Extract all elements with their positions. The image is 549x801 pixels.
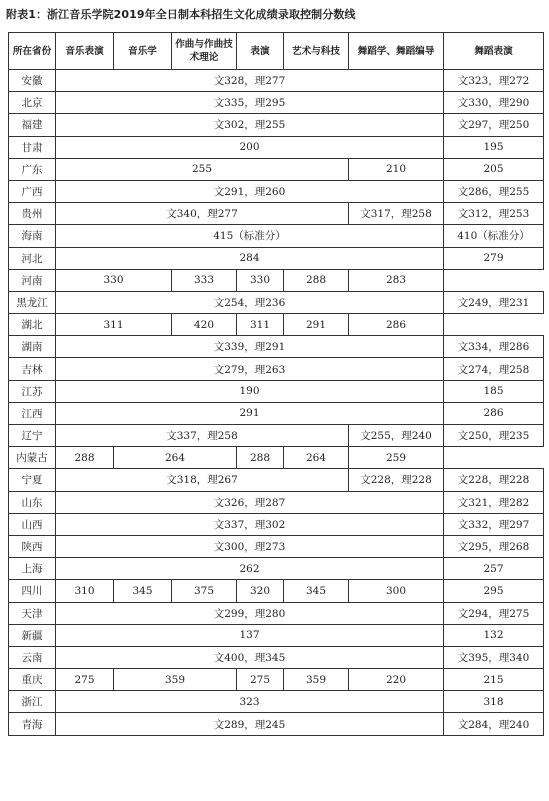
score-cell: 275: [237, 669, 284, 691]
score-cell: 205: [444, 158, 544, 180]
score-cell: 259: [349, 447, 444, 469]
score-cell: 文294，理275: [444, 602, 544, 624]
province-cell: 辽宁: [9, 425, 56, 447]
score-cell: 279: [444, 247, 544, 269]
score-cell: 文300，理273: [56, 535, 444, 557]
score-cell: 311: [237, 314, 284, 336]
province-cell: 山西: [9, 513, 56, 535]
table-row: [9, 602, 544, 624]
score-cell: 295: [444, 580, 544, 602]
score-cell: 410（标准分）: [444, 225, 544, 247]
score-cell: 286: [349, 314, 444, 336]
score-cell: 文340，理277: [56, 203, 349, 225]
score-cell: 286: [444, 402, 544, 424]
province-cell: 广东: [9, 158, 56, 180]
table-row: [9, 535, 544, 557]
header-province: 所在省份: [9, 33, 56, 70]
score-cell: 190: [56, 380, 444, 402]
score-cell: 文295，理268: [444, 535, 544, 557]
table-row: [9, 247, 544, 269]
score-cell: 文332，理297: [444, 513, 544, 535]
score-cell: 文337，理258: [56, 425, 349, 447]
province-cell: 山东: [9, 491, 56, 513]
score-cell: 文323，理272: [444, 70, 544, 92]
score-cell: 375: [172, 580, 237, 602]
score-cell: 文318，理267: [56, 469, 349, 491]
table-row: [9, 358, 544, 380]
header-dance-performance: 舞蹈表演: [444, 33, 544, 70]
province-cell: 甘肃: [9, 136, 56, 158]
province-cell: 青海: [9, 713, 56, 735]
score-cell: 264: [114, 447, 237, 469]
table-row: [9, 580, 544, 602]
header-art-technology: 艺术与科技: [284, 33, 349, 70]
score-cell: 文330，理290: [444, 92, 544, 114]
score-cell: 文255，理240: [349, 425, 444, 447]
score-cell: 264: [284, 447, 349, 469]
score-cell: 文250，理235: [444, 425, 544, 447]
score-cell: 262: [56, 558, 444, 580]
score-cell: 文228，理228: [444, 469, 544, 491]
score-cell: 137: [56, 624, 444, 646]
score-cell: 415（标准分）: [56, 225, 444, 247]
score-cell: 300: [349, 580, 444, 602]
province-cell: 湖南: [9, 336, 56, 358]
score-cell: 文395，理340: [444, 646, 544, 668]
header-composition: 作曲与作曲技术理论: [172, 33, 237, 70]
score-cell: 文312，理253: [444, 203, 544, 225]
score-cell: 文254，理236: [56, 291, 444, 313]
score-cell: 文321，理282: [444, 491, 544, 513]
score-cell: 200: [56, 136, 444, 158]
score-cell: 345: [284, 580, 349, 602]
score-cell: 359: [114, 669, 237, 691]
score-cell: 文249，理231: [444, 291, 544, 313]
score-cell: 195: [444, 136, 544, 158]
score-cell: 文274，理258: [444, 358, 544, 380]
table-row: [9, 336, 544, 358]
table-row: [9, 447, 544, 469]
score-cell: 318: [444, 691, 544, 713]
table-row: [9, 70, 544, 92]
score-cell: 284: [56, 247, 444, 269]
score-cell: 330: [237, 269, 284, 291]
score-cell: 文335，理295: [56, 92, 444, 114]
score-cell: 132: [444, 624, 544, 646]
table-row: [9, 513, 544, 535]
table-row: [9, 713, 544, 735]
table-row: [9, 624, 544, 646]
table-row: [9, 380, 544, 402]
table-row: [9, 180, 544, 202]
score-cell: 311: [56, 314, 172, 336]
score-cell: 文291，理260: [56, 180, 444, 202]
score-cell: 220: [349, 669, 444, 691]
score-cell: 288: [237, 447, 284, 469]
province-cell: 四川: [9, 580, 56, 602]
score-cell: 文279，理263: [56, 358, 444, 380]
province-cell: 黑龙江: [9, 291, 56, 313]
score-cell: 255: [56, 158, 349, 180]
score-cell: 291: [56, 402, 444, 424]
table-row: [9, 314, 544, 336]
header-performance: 表演: [237, 33, 284, 70]
score-cell: 185: [444, 380, 544, 402]
province-cell: 天津: [9, 602, 56, 624]
province-cell: 湖北: [9, 314, 56, 336]
score-cell: 283: [349, 269, 444, 291]
province-cell: 江西: [9, 402, 56, 424]
score-cell: 275: [56, 669, 114, 691]
table-row: [9, 646, 544, 668]
score-cell: 323: [56, 691, 444, 713]
province-cell: 上海: [9, 558, 56, 580]
province-cell: 广西: [9, 180, 56, 202]
score-cell: 文302，理255: [56, 114, 444, 136]
score-cell: 文339，理291: [56, 336, 444, 358]
header-row: [9, 33, 544, 70]
score-cell: 333: [172, 269, 237, 291]
score-cell: 345: [114, 580, 172, 602]
table-row: [9, 291, 544, 313]
table-row: [9, 158, 544, 180]
province-cell: 吉林: [9, 358, 56, 380]
table-row: [9, 225, 544, 247]
table-row: [9, 203, 544, 225]
score-cell: 文297，理250: [444, 114, 544, 136]
province-cell: 宁夏: [9, 469, 56, 491]
score-cell: 文334，理286: [444, 336, 544, 358]
table-row: [9, 491, 544, 513]
header-music-performance: 音乐表演: [56, 33, 114, 70]
score-cell: 文326，理287: [56, 491, 444, 513]
score-cell: 330: [56, 269, 172, 291]
table-body: [9, 70, 544, 736]
table-row: [9, 114, 544, 136]
score-cell: 210: [349, 158, 444, 180]
table-row: [9, 136, 544, 158]
score-cell: 文400，理345: [56, 646, 444, 668]
header-dance-studies: 舞蹈学、舞蹈编导: [349, 33, 444, 70]
score-table: [8, 32, 544, 736]
score-cell: 文286，理255: [444, 180, 544, 202]
province-cell: 重庆: [9, 669, 56, 691]
province-cell: 贵州: [9, 203, 56, 225]
header-musicology: 音乐学: [114, 33, 172, 70]
province-cell: 内蒙古: [9, 447, 56, 469]
table-row: [9, 469, 544, 491]
score-cell: 215: [444, 669, 544, 691]
province-cell: 浙江: [9, 691, 56, 713]
score-cell: 310: [56, 580, 114, 602]
score-cell: 320: [237, 580, 284, 602]
score-cell: 文284，理240: [444, 713, 544, 735]
table-row: [9, 425, 544, 447]
score-cell: 288: [284, 269, 349, 291]
score-cell: 文228，理228: [349, 469, 444, 491]
table-row: [9, 92, 544, 114]
score-cell: 420: [172, 314, 237, 336]
province-cell: 陕西: [9, 535, 56, 557]
score-cell: 文289，理245: [56, 713, 444, 735]
table-row: [9, 669, 544, 691]
province-cell: 江苏: [9, 380, 56, 402]
province-cell: 福建: [9, 114, 56, 136]
table-row: [9, 558, 544, 580]
province-cell: 新疆: [9, 624, 56, 646]
document-title: 附表1：浙江音乐学院2019年全日制本科招生文化成绩录取控制分数线: [6, 8, 356, 21]
score-cell: 257: [444, 558, 544, 580]
table-row: [9, 402, 544, 424]
score-cell: 359: [284, 669, 349, 691]
table-row: [9, 269, 544, 291]
score-cell: 文299，理280: [56, 602, 444, 624]
score-cell: 文317，理258: [349, 203, 444, 225]
score-cell: 文337，理302: [56, 513, 444, 535]
province-cell: 河南: [9, 269, 56, 291]
score-cell: 文328，理277: [56, 70, 444, 92]
score-cell: 291: [284, 314, 349, 336]
province-cell: 河北: [9, 247, 56, 269]
province-cell: 海南: [9, 225, 56, 247]
province-cell: 北京: [9, 92, 56, 114]
score-cell: 288: [56, 447, 114, 469]
province-cell: 云南: [9, 646, 56, 668]
province-cell: 安徽: [9, 70, 56, 92]
table-row: [9, 691, 544, 713]
